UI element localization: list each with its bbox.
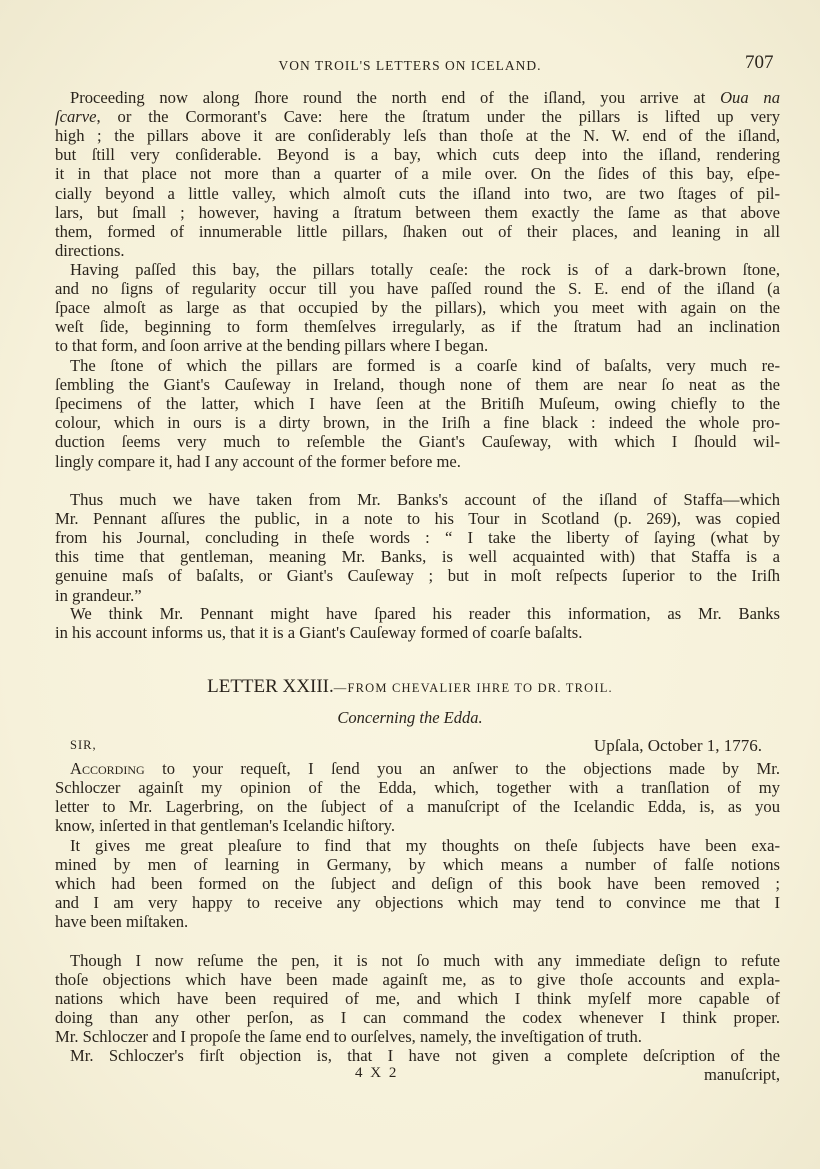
text-line: The ſtone of which the pillars are formed is a coarſe kind of baſalts, very much re- [70, 356, 780, 375]
text-line: and I am very happy to receive any objections which may tend to convince me that I [55, 893, 780, 913]
signature-mark: 4 X 2 [355, 1065, 399, 1081]
text-line: letter to Mr. Lagerbring, on the ſubject of a manuſcript of the Icelandic Edda, is, as you [55, 797, 780, 817]
text-line: to that form, and ſoon arrive at the bending pillars where I began. [55, 336, 489, 356]
text-line: Thus much we have taken from Mr. Banks's account of the iſland of Staffa—which [70, 490, 780, 509]
text-line: in his account informs us, that it is a Giant's Cauſeway formed of coarſe baſalts. [55, 623, 583, 643]
text-line: ſpace almoſt as large as that occupied by the pillars), which you meet with again on the [55, 298, 780, 318]
catchword: manuſcript, [703, 1065, 780, 1084]
text-line: Mr. Schloczer's firſt objection is, that I have not given a complete deſcription of the [70, 1046, 780, 1065]
letter-from: —FROM CHEVALIER IHRE TO DR. TROIL. [333, 681, 613, 695]
text-line: from his Journal, concluding in theſe words : “ I take the liberty of ſaying (what by [55, 528, 780, 548]
text-line: Having paſſed this bay, the pillars totally ceaſe: the rock is of a dark-brown ſtone, [70, 260, 780, 279]
text-line: weſt ſide, beginning to form themſelves irregularly, as if the ſtratum had an inclination [55, 317, 780, 337]
text-line: it in that place not more than a quarter of a mile over. On the ſides of this bay, eſpe- [55, 164, 780, 184]
text-line: high ; the pillars above it are conſiderably leſs than thoſe at the N. W. end of the iſland, [55, 126, 780, 146]
salutation: SIR, [70, 738, 97, 752]
text-line: directions. [55, 240, 125, 260]
running-title: VON TROIL'S LETTERS ON ICELAND. [278, 58, 542, 73]
text-line: know, inſerted in that gentleman's Icelandic hiſtory. [55, 816, 395, 836]
text-line: According to your requeſt, I ſend you an anſwer to the objections made by Mr. [70, 759, 780, 778]
place-date: Upſala, October 1, 1776. [593, 736, 762, 755]
text-line: ſembling the Giant's Cauſeway in Ireland, though none of them are near ſo neat as the [55, 375, 780, 395]
text-line: Schloczer againſt my opinion of the Edda, which, together with a tranſlation of my [55, 778, 780, 798]
page-number: 707 [745, 52, 774, 73]
text-line: in grandeur.” [55, 585, 142, 605]
text-line: them, formed of innumerable little pillars, ſhaken out of their places, and leaning in all [55, 221, 780, 241]
text-line: thoſe objections which have been made againſt me, as to give thoſe accounts and expla- [55, 970, 780, 990]
text-line: Proceeding now along ſhore round the north end of the iſland, you arrive at Oua na [70, 88, 780, 107]
text-line: nations which have been required of me, and which I think myſelf more capable of [55, 989, 780, 1009]
text-line: this time that gentleman, meaning Mr. Banks, is well acquainted with) that Staffa is a [55, 547, 780, 567]
text-line: colour, which in ours is a dirty brown, in the Iriſh a fine black : indeed the whole pro- [55, 413, 780, 433]
text-line: genuine maſs of baſalts, or Giant's Cauſeway ; but in moſt reſpects ſuperior to the Iriſh [55, 566, 780, 586]
text-line: and no ſigns of regularity occur till you have paſſed round the S. E. end of the iſland (a [55, 279, 780, 299]
text-line: Though I now reſume the pen, it is not ſo much with any immediate deſign to refute [70, 951, 780, 970]
text-line: We think Mr. Pennant might have ſpared his reader this information, as Mr. Banks [70, 604, 780, 623]
text-line: lars, but ſmall ; however, having a ſtratum between them exactly the ſame as that above [55, 202, 780, 222]
text-line: Mr. Pennant aſſures the public, in a note to his Tour in Scotland (p. 269), was copied [55, 509, 780, 529]
text-line: lingly compare it, had I any account of the former before me. [55, 451, 461, 471]
text-line: but ſtill very conſiderable. Beyond is a bay, which cuts deep into the iſland, rendering [55, 145, 780, 165]
text-line: mined by men of learning in Germany, by which means a number of falſe notions [55, 855, 780, 875]
text-line: doing than any other perſon, as I can command the codex whenever I think proper. [55, 1008, 780, 1028]
letter-title: LETTER XXIII. [207, 676, 334, 697]
text-line: have been miſtaken. [55, 912, 189, 932]
letter-subtitle: Concerning the Edda. [337, 708, 483, 727]
text-line: duction ſeems very much to reſemble the Giant's Cauſeway, with which I ſhould wil- [55, 432, 780, 452]
text-line: ſcarve, or the Cormorant's Cave: here the ſtratum under the pillars is lifted up very [55, 107, 780, 127]
text-line: cially beyond a little valley, which almoſt cuts the iſland into two, are two ſtages of pil- [55, 183, 780, 203]
text-line: Mr. Schloczer and I propoſe the ſame end to ourſelves, namely, the inveſtigation of truth. [55, 1027, 642, 1047]
text-line: which had been formed on the ſubject and deſign of this book have been removed ; [55, 874, 780, 894]
text-line: It gives me great pleaſure to find that my thoughts on theſe ſubjects have been exa- [70, 836, 780, 855]
text-line: ſpecimens of the latter, which I have ſeen at the Britiſh Muſeum, owing chiefly to the [55, 394, 780, 414]
letter-heading [0, 676, 820, 698]
